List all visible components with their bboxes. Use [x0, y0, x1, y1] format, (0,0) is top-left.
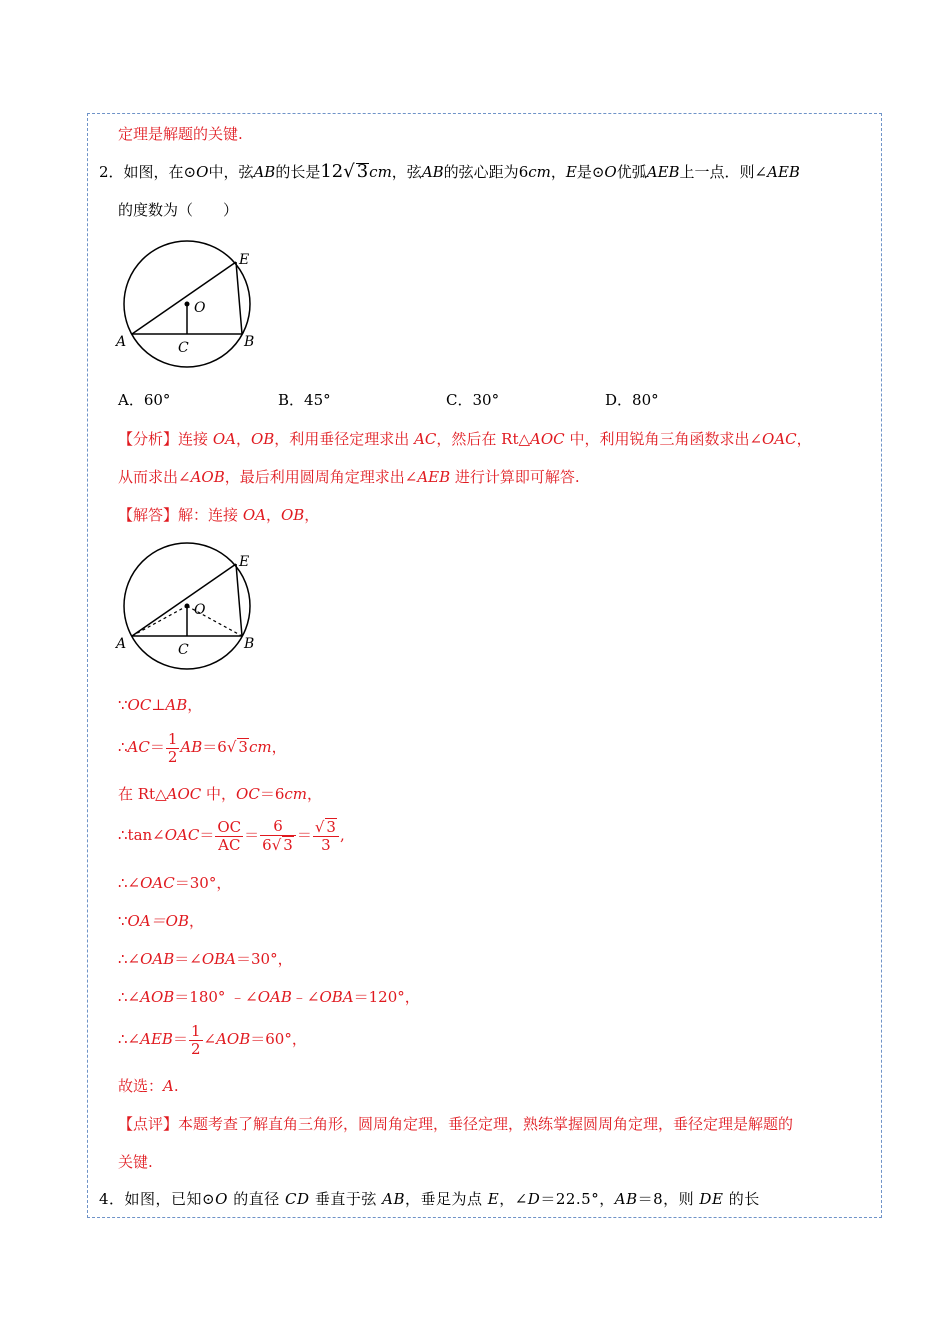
- comment-line1: 【点评】本题考查了解直角三角形，圆周角定理，垂径定理，熟练掌握圆周角定理，垂径定理是解题的: [118, 1115, 794, 1133]
- option-c: C．30°: [446, 391, 500, 409]
- label-E: E: [239, 554, 250, 570]
- question-4-line1: 4．如图，已知⊙O 的直径 CD 垂直于弦 AB，垂足为点 E，∠D＝22.5°，AB＝8，则 DE 的长: [99, 1190, 760, 1208]
- step-right-triangle: 在 Rt△AOC 中，OC＝6cm，: [118, 785, 323, 803]
- question-2-line1: 2．如图，在⊙O中，弦AB的长是12√ 3cm，弦AB的弦心距为6cm，E是⊙O优弧AEB上一点．则∠AEB: [99, 161, 800, 182]
- option-d: D．80°: [605, 391, 659, 409]
- step-ac-length: ∴AC＝ $\frac{1}{2}$ AB＝6√ 3cm，: [118, 729, 287, 766]
- step-oa-ob: ∵OA＝OB，: [118, 912, 205, 930]
- analysis-line1: 【分析】连接 OA，OB，利用垂径定理求出 AC，然后在 Rt△AOC 中，利用锐角三角函数求出∠OAC，: [118, 430, 812, 448]
- label-B: B: [244, 636, 255, 652]
- final-answer: 故选：A.: [118, 1077, 179, 1095]
- step-angle-aob: ∴∠AOB＝180° ﹣∠OAB﹣∠OBA＝120°，: [118, 988, 420, 1006]
- step-base-angles: ∴∠OAB＝∠OBA＝30°，: [118, 950, 293, 968]
- step-perpendicular: ∵OC⊥AB，: [118, 696, 203, 714]
- step-angle-aeb: ∴∠AEB＝ $\frac{1}{2}$ ∠AOB＝60°，: [118, 1021, 307, 1058]
- circle-figure-2: [112, 540, 272, 680]
- label-E: E: [239, 252, 250, 268]
- question-2-line2: 的度数为（ ）: [118, 201, 239, 219]
- comment-line2: 关键.: [118, 1153, 153, 1171]
- option-b: B．45°: [278, 391, 331, 409]
- step-tangent: ∴tan∠OAC＝ $\frac{OC}{AC}$ ＝ $\frac{6}{6√ 3}$ ＝ $\frac{√ 3}{3}$ ,: [118, 817, 345, 854]
- step-angle-oac: ∴∠OAC＝30°，: [118, 874, 232, 892]
- label-O: O: [194, 602, 206, 618]
- label-C: C: [178, 642, 189, 658]
- analysis-line2: 从而求出∠AOB，最后利用圆周角定理求出∠AEB 进行计算即可解答.: [118, 468, 580, 486]
- prev-answer-tail: 定理是解题的关键.: [118, 125, 243, 143]
- label-O: O: [194, 300, 206, 316]
- label-B: B: [244, 334, 255, 350]
- circle-figure-1: [112, 238, 272, 378]
- label-A: A: [116, 636, 127, 652]
- label-A: A: [116, 334, 127, 350]
- option-a: A．60°: [118, 391, 171, 409]
- solution-intro: 【解答】解：连接 OA，OB，: [118, 506, 320, 524]
- label-C: C: [178, 340, 189, 356]
